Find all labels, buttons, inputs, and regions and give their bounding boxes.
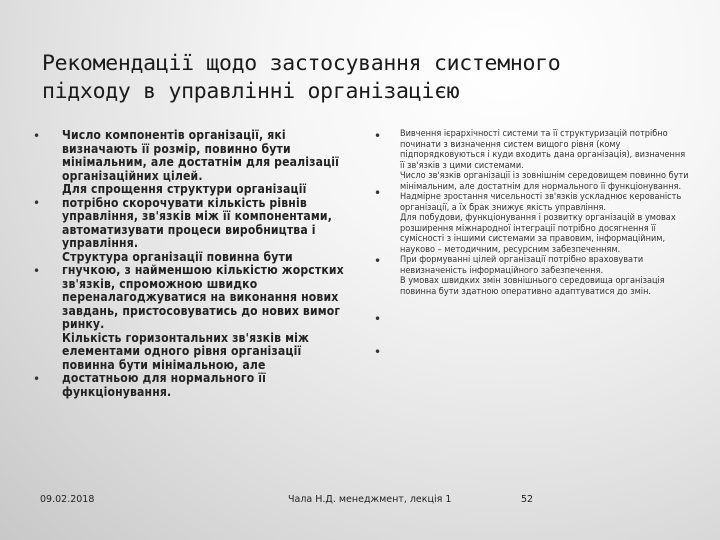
footer-date: 09.02.2018: [40, 494, 95, 505]
left-list-item: Число компонентів організації, які визначають її розмір, повинно бути мінімальним, але достатнім для реалізації організаційних цілей.: [62, 128, 340, 183]
title-line-1: Рекомендації щодо застосування системного: [42, 51, 561, 76]
bullet-marker: •: [374, 186, 382, 200]
bullet-marker: •: [33, 196, 41, 210]
title-line-2: підходу в управлінні організацією: [42, 79, 460, 104]
right-list-item: Вивчення ієрархічності системи та її структуризацій потрібно починати з визначення систем вищого рівня (кому підпорядковуються і куди входить дана організація), визначення її зв'язків з цими системами.: [400, 129, 686, 171]
right-list-item: Число зв'язків організації із зовнішнім середовищем повинно бути мінімальним, але достатнім для нормального її функціонування. Надмірне зростання чисельності зв'язків ускладнює керованість організації, а їх брак знижує якість управління.: [400, 171, 689, 213]
right-list-item: В умовах швидких змін зовнішнього середовища організація повинна бути здатною оперативно адаптуватися до змін.: [400, 276, 665, 297]
right-bullet-list: [400, 129, 692, 297]
slide-title: [42, 50, 682, 106]
right-list-item: При формуванні цілей організації потрібно враховувати невизначеність інформаційного забезпечення.: [400, 255, 644, 276]
footer-author: Чала Н.Д. менеджмент, лекція 1: [288, 494, 452, 505]
bullet-marker: •: [374, 129, 382, 143]
left-list-item: Структура організації повинна бути гнучкою, з найменшою кількістю жорстких зв'язків, спроможною швидко переналагоджуватися на виконання нових завдань, пристосовуватись до нових вимог ринку.: [62, 249, 344, 331]
bullet-marker: •: [374, 345, 382, 359]
footer-page-number: 52: [521, 494, 534, 505]
bullet-marker: •: [374, 254, 382, 268]
left-list-item: Кількість горизонтальних зв'язків між елементами одного рівня організації повинна бути мінімальною, але достатньою для нормального її функціонування.: [62, 330, 309, 399]
bullet-marker: •: [33, 129, 41, 143]
left-list-item: Для спрощення структури організації потрібно скорочувати кількість рівнів управління, зв'язків між її компонентами, автоматизувати процеси виробництва і управління.: [62, 182, 332, 250]
left-bullet-list: [62, 129, 344, 399]
bullet-marker: •: [374, 312, 382, 326]
bullet-marker: •: [33, 372, 41, 386]
bullet-marker: •: [33, 264, 41, 278]
right-list-item: Для побудови, функціонування і розвитку організацій в умовах розширення міжнародної інтеграції потрібно досягнення її сумісності з іншими системами за правовим, інформаційним, науково – методичним, ресурсним забезпеченням.: [400, 213, 676, 255]
